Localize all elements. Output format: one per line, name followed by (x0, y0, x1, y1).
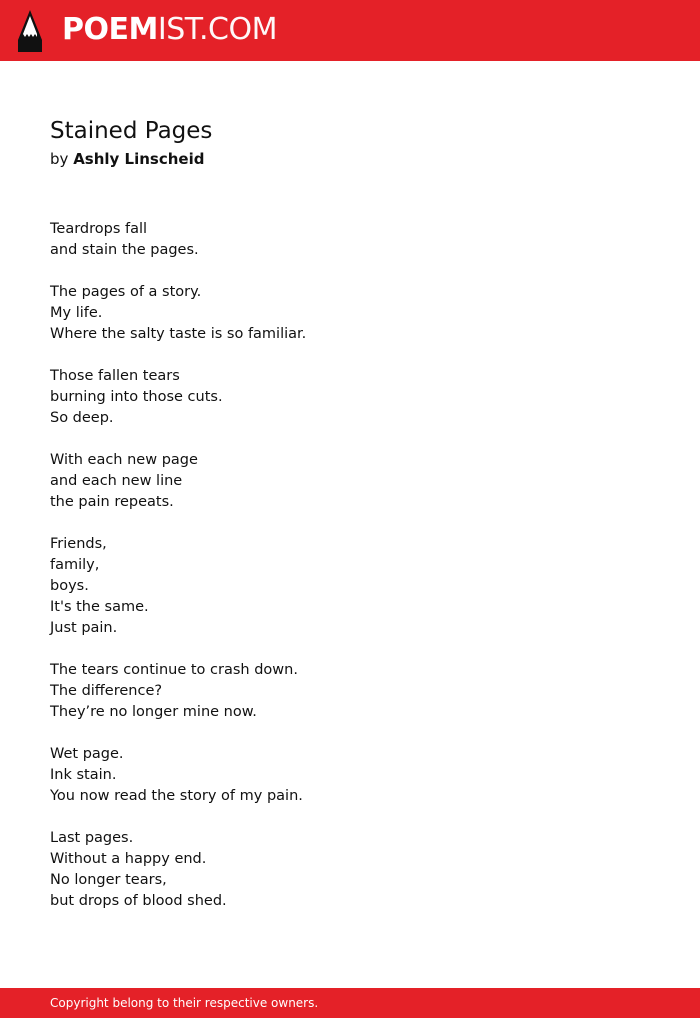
poem-title: Stained Pages (50, 118, 213, 144)
poem-line: With each new page (50, 452, 198, 468)
stanza (50, 660, 650, 723)
site-footer (0, 988, 700, 1018)
poem-line: the pain repeats. (50, 494, 174, 510)
byline (50, 148, 204, 170)
site-logo[interactable] (62, 12, 277, 48)
poem-line: So deep. (50, 410, 114, 426)
stanza (50, 366, 650, 429)
stanza (50, 282, 650, 345)
poem-line: It's the same. (50, 599, 149, 615)
poem-line: Wet page. (50, 746, 124, 762)
stanza (50, 450, 650, 513)
poem-line: and stain the pages. (50, 242, 199, 258)
brand-bold: POEM (62, 12, 158, 47)
stanza (50, 828, 650, 912)
brand-light: IST.COM (157, 12, 277, 47)
pencil-tip-icon[interactable] (17, 10, 43, 52)
poem-line: but drops of blood shed. (50, 893, 227, 909)
poem-line: Where the salty taste is so familiar. (50, 326, 307, 342)
poem-line: Friends, (50, 536, 107, 552)
poem-line: No longer tears, (50, 872, 167, 888)
poem-line: Last pages. (50, 830, 134, 846)
poem-line: and each new line (50, 473, 183, 489)
poem-line: They’re no longer mine now. (50, 704, 257, 720)
poem-line: boys. (50, 578, 89, 594)
poem-line: Ink stain. (50, 767, 117, 783)
poem-line: My life. (50, 305, 103, 321)
site-header (0, 0, 700, 61)
poem-line: You now read the story of my pain. (50, 788, 303, 804)
stanza (50, 219, 650, 261)
poem-line: burning into those cuts. (50, 389, 223, 405)
stanza (50, 534, 650, 639)
poem-line: Just pain. (50, 620, 118, 636)
author-name: Ashly Linscheid (73, 150, 205, 168)
poem-line: family, (50, 557, 100, 573)
poem-line: Those fallen tears (50, 368, 180, 384)
poem-line: The difference? (50, 683, 163, 699)
by-label: by (50, 150, 69, 168)
poem-line: Teardrops fall (50, 221, 148, 237)
stanza (50, 744, 650, 807)
copyright-notice: Copyright belong to their respective owners. (50, 996, 319, 1010)
poem-line: The pages of a story. (50, 284, 202, 300)
poem-body (50, 219, 650, 933)
poem-line: Without a happy end. (50, 851, 207, 867)
poem-line: The tears continue to crash down. (50, 662, 298, 678)
